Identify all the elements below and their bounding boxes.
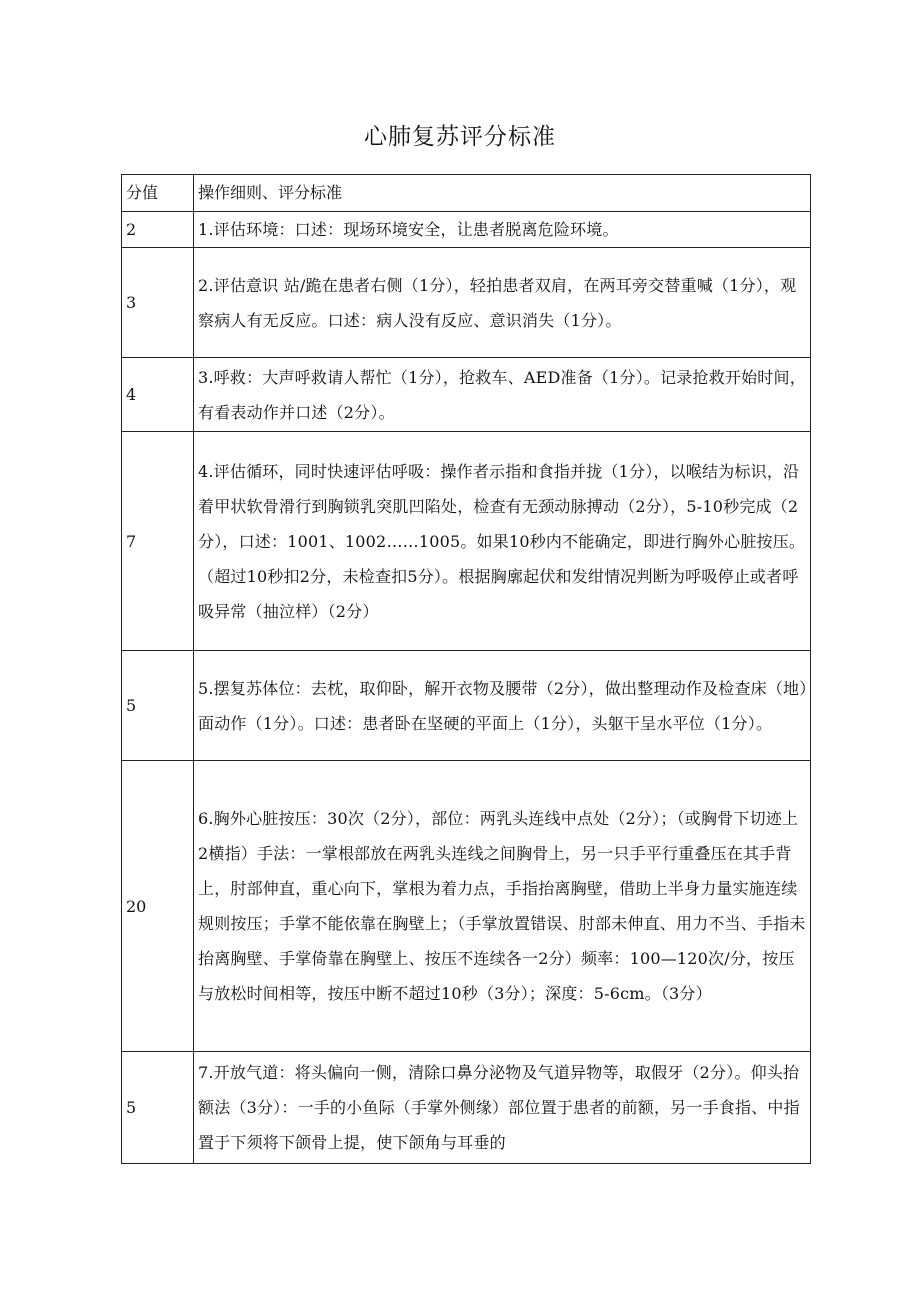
detail-cell: 5.摆复苏体位：去枕，取仰卧，解开衣物及腰带（2分），做出整理动作及检查床（地）面动作（1分）。口述：患者卧在坚硬的平面上（1分），头躯干呈水平位（1分）。 (194, 651, 811, 761)
score-cell: 20 (122, 761, 194, 1052)
score-cell: 3 (122, 248, 194, 358)
score-cell: 7 (122, 432, 194, 651)
table-row (122, 248, 811, 358)
table-row (122, 358, 811, 432)
table-row (122, 1052, 811, 1164)
scoring-table (121, 174, 811, 1164)
detail-cell: 4.评估循环，同时快速评估呼吸：操作者示指和食指并拢（1分），以喉结为标识，沿着甲状软骨滑行到胸锁乳突肌凹陷处，检查有无颈动脉搏动（2分），5-10秒完成（2分），口述：1001、1002……1005。如果10秒内不能确定，即进行胸外心脏按压。（超过10秒扣2分，未检查扣5分）。根据胸廓起伏和发绀情况判断为呼吸停止或者呼吸异常（抽泣样）（2分） (194, 432, 811, 651)
table-row (122, 432, 811, 651)
score-cell: 5 (122, 651, 194, 761)
detail-cell: 1.评估环境：口述：现场环境安全，让患者脱离危险环境。 (194, 212, 811, 248)
table-row (122, 651, 811, 761)
detail-cell: 2.评估意识 站/跪在患者右侧（1分），轻拍患者双肩，在两耳旁交替重喊（1分），观察病人有无反应。口述：病人没有反应、意识消失（1分）。 (194, 248, 811, 358)
table-header-row (122, 175, 811, 212)
table-row (122, 212, 811, 248)
score-cell: 4 (122, 358, 194, 432)
table-row (122, 761, 811, 1052)
header-detail: 操作细则、评分标准 (194, 175, 811, 212)
detail-cell: 6.胸外心脏按压：30次（2分），部位：两乳头连线中点处（2分）；（或胸骨下切迹上2横指）手法：一掌根部放在两乳头连线之间胸骨上，另一只手平行重叠压在其手背上，肘部伸直，重心向下，掌根为着力点，手指抬离胸壁，借助上半身力量实施连续规则按压；手掌不能依靠在胸壁上；（手掌放置错误、肘部未伸直、用力不当、手指未抬离胸壁、手掌倚靠在胸壁上、按压不连续各一2分）频率：100—120次/分，按压与放松时间相等，按压中断不超过10秒（3分）；深度：5-6cm。（3分） (194, 761, 811, 1052)
page-title: 心肺复苏评分标准 (364, 124, 556, 150)
detail-cell: 3.呼救：大声呼救请人帮忙（1分），抢救车、AED准备（1分）。记录抢救开始时间，有看表动作并口述（2分）。 (194, 358, 811, 432)
detail-cell: 7.开放气道：将头偏向一侧，清除口鼻分泌物及气道异物等，取假牙（2分）。仰头抬额法（3分）：一手的小鱼际（手掌外侧缘）部位置于患者的前额，另一手食指、中指置于下须将下颌骨上提，使下颌角与耳垂的 (194, 1052, 811, 1164)
score-cell: 5 (122, 1052, 194, 1164)
header-score: 分值 (122, 175, 194, 212)
score-cell: 2 (122, 212, 194, 248)
